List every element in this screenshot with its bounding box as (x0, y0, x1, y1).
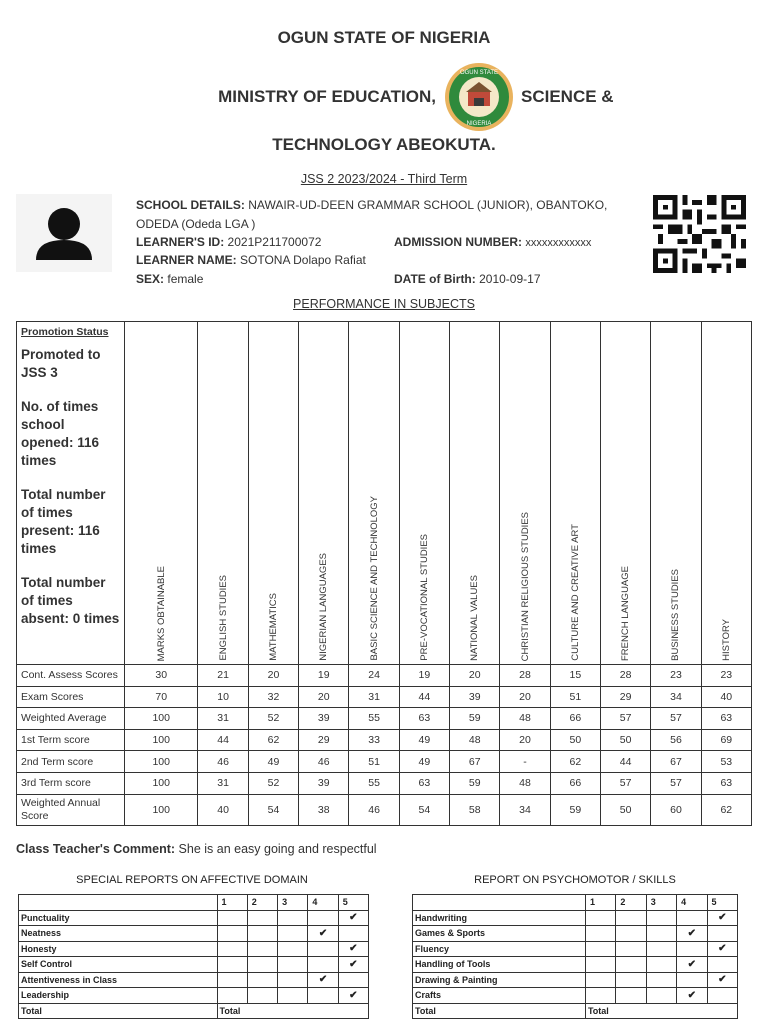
skill-row (413, 957, 738, 973)
admission-number-value: xxxxxxxxxxxx (525, 237, 592, 249)
score-cell: 29 (600, 686, 650, 708)
score-cell: 24 (349, 665, 399, 687)
subject-header (125, 322, 198, 665)
subject-name: CHRISTIAN RELIGIOUS STUDIES (519, 511, 531, 661)
skill-row (19, 957, 369, 973)
score-cell: 57 (651, 708, 701, 730)
state-seal-logo (444, 62, 514, 132)
score-cell: 57 (651, 772, 701, 794)
score-cell: 39 (450, 686, 500, 708)
skill-row (413, 988, 738, 1004)
scale-header-row (19, 895, 369, 911)
skill-row (19, 988, 369, 1004)
scale-header-row (413, 895, 738, 911)
score-cell: 67 (651, 751, 701, 773)
rating-cell (707, 926, 737, 942)
score-cell: 52 (248, 772, 298, 794)
score-cell: 39 (299, 772, 349, 794)
skill-label: Crafts (413, 988, 586, 1004)
check-icon: ✔ (718, 912, 727, 924)
score-cell: 20 (500, 686, 550, 708)
score-cell: 51 (349, 751, 399, 773)
admission-number-label: ADMISSION NUMBER: (394, 235, 522, 249)
score-cell: 100 (125, 772, 198, 794)
rating-cell (707, 957, 737, 973)
rating-cell (247, 926, 277, 942)
affective-table (18, 894, 369, 1019)
subject-name: NATIONAL VALUES (469, 575, 481, 661)
score-cell: 34 (651, 686, 701, 708)
qr-code-icon (652, 195, 747, 273)
score-cell: 31 (198, 708, 248, 730)
rating-cell (308, 910, 338, 926)
score-cell: 38 (299, 794, 349, 825)
rating-cell (707, 941, 737, 957)
psychomotor-title: REPORT ON PSYCHOMOTOR / SKILLS (474, 874, 676, 886)
check-icon: ✔ (718, 974, 727, 986)
rating-cell (338, 910, 368, 926)
times-absent: Total number of times absent: 0 times (21, 575, 120, 626)
rating-cell (338, 988, 368, 1004)
rating-cell (338, 957, 368, 973)
rating-cell (308, 957, 338, 973)
rating-cell (585, 972, 615, 988)
subject-name: FRENCH LANGUAGE (620, 565, 632, 661)
teacher-comment-label: Class Teacher's Comment: (16, 842, 176, 856)
ministry-title-left: MINISTRY OF EDUCATION, (218, 87, 436, 106)
score-cell: 59 (450, 708, 500, 730)
score-cell: 63 (399, 708, 449, 730)
rating-cell (677, 926, 707, 942)
scale-header-cell: 4 (308, 895, 338, 911)
school-details (136, 196, 636, 234)
score-cell: 70 (125, 686, 198, 708)
subjects-table (16, 321, 752, 826)
score-cell: 50 (550, 729, 600, 751)
subject-name: ENGLISH STUDIES (217, 575, 229, 661)
score-cell: 30 (125, 665, 198, 687)
score-cell: 100 (125, 708, 198, 730)
learner-name-value: SOTONA Dolapo Rafiat (240, 253, 366, 267)
svg-text:OGUN STATE: OGUN STATE (459, 70, 499, 76)
rating-cell (677, 957, 707, 973)
teacher-comment-text: She is an easy going and respectful (178, 842, 377, 856)
score-cell: - (500, 751, 550, 773)
rating-cell (278, 972, 308, 988)
learner-id-label: LEARNER'S ID: (136, 235, 225, 249)
skill-label: Games & Sports (413, 926, 586, 942)
score-cell: 20 (500, 729, 550, 751)
check-icon: ✔ (687, 927, 697, 939)
skill-row (19, 910, 369, 926)
scale-header-cell: 2 (247, 895, 277, 911)
check-icon: ✔ (349, 958, 358, 970)
skill-row (413, 926, 738, 942)
score-cell: 63 (701, 708, 751, 730)
score-cell: 19 (299, 665, 349, 687)
promotion-result: Promoted to JSS 3 (21, 347, 101, 380)
skill-label: Handwriting (413, 910, 586, 926)
rating-cell (646, 910, 676, 926)
subject-name: CULTURE AND CREATIVE ART (569, 524, 581, 661)
score-cell: 62 (248, 729, 298, 751)
rating-cell (616, 926, 646, 942)
score-cell: 53 (701, 751, 751, 773)
rating-cell (677, 941, 707, 957)
score-cell: 52 (248, 708, 298, 730)
subject-header (600, 322, 650, 665)
learner-id-value: 2021P211700072 (227, 235, 322, 249)
dob-value: 2010-09-17 (479, 272, 541, 286)
term-label: JSS 2 2023/2024 - Third Term (300, 172, 468, 186)
score-cell: 19 (399, 665, 449, 687)
skill-label: Drawing & Painting (413, 972, 586, 988)
score-row-label: 1st Term score (17, 729, 125, 751)
dob-label: DATE of Birth: (394, 272, 476, 286)
skill-label: Self Control (19, 957, 218, 973)
rating-cell (585, 910, 615, 926)
rating-cell (585, 926, 615, 942)
check-icon: ✔ (349, 989, 358, 1001)
subject-header (701, 322, 751, 665)
score-cell: 57 (600, 772, 650, 794)
score-cell: 57 (600, 708, 650, 730)
score-cell: 46 (299, 751, 349, 773)
scale-header-cell: 1 (585, 895, 615, 911)
subject-header (550, 322, 600, 665)
rating-cell (217, 988, 247, 1004)
rating-cell (616, 972, 646, 988)
state-title: OGUN STATE OF NIGERIA (277, 28, 491, 47)
score-row-label: 3rd Term score (17, 772, 125, 794)
score-cell: 31 (198, 772, 248, 794)
scale-header-blank (413, 895, 586, 911)
score-cell: 21 (198, 665, 248, 687)
score-row-label: 2nd Term score (17, 751, 125, 773)
rating-cell (585, 957, 615, 973)
score-row-label: Exam Scores (17, 686, 125, 708)
score-cell: 29 (299, 729, 349, 751)
score-cell: 63 (399, 772, 449, 794)
rating-cell (338, 926, 368, 942)
performance-title: PERFORMANCE IN SUBJECTS (293, 297, 475, 311)
score-row (17, 729, 752, 751)
score-cell: 48 (450, 729, 500, 751)
check-icon: ✔ (687, 989, 697, 1001)
score-cell: 46 (198, 751, 248, 773)
rating-cell (217, 972, 247, 988)
rating-cell (707, 910, 737, 926)
subject-header (500, 322, 550, 665)
score-cell: 49 (248, 751, 298, 773)
rating-cell (338, 972, 368, 988)
score-cell: 39 (299, 708, 349, 730)
score-cell: 66 (550, 708, 600, 730)
score-cell: 60 (651, 794, 701, 825)
learner-name (136, 253, 366, 267)
check-icon: ✔ (349, 943, 358, 955)
scale-header-cell: 5 (707, 895, 737, 911)
score-cell: 20 (450, 665, 500, 687)
rating-cell (278, 957, 308, 973)
rating-cell (646, 957, 676, 973)
skill-label: Leadership (19, 988, 218, 1004)
score-cell: 54 (248, 794, 298, 825)
score-cell: 50 (600, 794, 650, 825)
school-details-value-2: ODEDA (Odeda LGA ) (136, 217, 256, 231)
score-cell: 100 (125, 751, 198, 773)
score-cell: 100 (125, 794, 198, 825)
score-row-label: Cont. Assess Scores (17, 665, 125, 687)
score-cell: 32 (248, 686, 298, 708)
rating-cell (646, 926, 676, 942)
score-cell: 54 (399, 794, 449, 825)
rating-cell (247, 972, 277, 988)
subject-header (349, 322, 399, 665)
skill-row (19, 926, 369, 942)
score-cell: 40 (701, 686, 751, 708)
score-row (17, 708, 752, 730)
rating-cell (677, 988, 707, 1004)
skill-label: Neatness (19, 926, 218, 942)
rating-cell (707, 988, 737, 1004)
rating-cell (217, 910, 247, 926)
skill-row (413, 972, 738, 988)
check-icon: ✔ (318, 974, 328, 986)
subject-header (299, 322, 349, 665)
score-cell: 51 (550, 686, 600, 708)
score-cell: 69 (701, 729, 751, 751)
rating-cell (616, 941, 646, 957)
rating-cell (338, 941, 368, 957)
score-cell: 48 (500, 708, 550, 730)
score-cell: 55 (349, 772, 399, 794)
total-label: Total (413, 1003, 586, 1019)
score-cell: 33 (349, 729, 399, 751)
score-row (17, 772, 752, 794)
score-cell: 66 (550, 772, 600, 794)
scale-header-cell: 1 (217, 895, 247, 911)
sex-label: SEX: (136, 272, 165, 286)
rating-cell (616, 910, 646, 926)
score-cell: 48 (500, 772, 550, 794)
rating-cell (247, 941, 277, 957)
score-cell: 28 (500, 665, 550, 687)
score-cell: 28 (600, 665, 650, 687)
score-cell: 62 (550, 751, 600, 773)
score-cell: 67 (450, 751, 500, 773)
rating-cell (585, 988, 615, 1004)
score-cell: 100 (125, 729, 198, 751)
score-row (17, 665, 752, 687)
rating-cell (278, 910, 308, 926)
score-row-label: Weighted Average (17, 708, 125, 730)
subject-name: MARKS OBTAINABLE (155, 565, 167, 661)
subject-name: HISTORY (720, 619, 732, 661)
score-cell: 59 (550, 794, 600, 825)
score-cell: 55 (349, 708, 399, 730)
scale-header-cell: 4 (677, 895, 707, 911)
subjects-header-row (17, 322, 752, 665)
score-cell: 56 (651, 729, 701, 751)
skill-label: Honesty (19, 941, 218, 957)
total-row (413, 1003, 738, 1019)
teacher-comment (16, 842, 377, 856)
rating-cell (217, 957, 247, 973)
subject-name: PRE-VOCATIONAL STUDIES (418, 534, 430, 661)
total-label: Total (19, 1003, 218, 1019)
score-cell: 15 (550, 665, 600, 687)
score-cell: 44 (198, 729, 248, 751)
score-cell: 58 (450, 794, 500, 825)
ministry-title-right: SCIENCE & (521, 87, 614, 106)
subject-header (198, 322, 248, 665)
times-school-opened: No. of times school opened: 116 times (21, 399, 100, 468)
rating-cell (308, 972, 338, 988)
rating-cell (646, 941, 676, 957)
score-cell: 31 (349, 686, 399, 708)
psychomotor-table (412, 894, 738, 1019)
skill-label: Handling of Tools (413, 957, 586, 973)
skill-row (413, 910, 738, 926)
score-row (17, 686, 752, 708)
rating-cell (616, 957, 646, 973)
score-cell: 49 (399, 729, 449, 751)
score-cell: 59 (450, 772, 500, 794)
score-cell: 46 (349, 794, 399, 825)
school-details-value: NAWAIR-UD-DEEN GRAMMAR SCHOOL (JUNIOR), OBANTOKO, (248, 198, 608, 212)
score-row-label: Weighted Annual Score (17, 794, 125, 825)
subject-header (399, 322, 449, 665)
rating-cell (646, 988, 676, 1004)
skill-row (413, 941, 738, 957)
promotion-status-label: Promotion Status (21, 326, 109, 338)
rating-cell (247, 910, 277, 926)
score-cell: 49 (399, 751, 449, 773)
rating-cell (278, 926, 308, 942)
rating-cell (247, 957, 277, 973)
score-cell: 50 (600, 729, 650, 751)
rating-cell (616, 988, 646, 1004)
rating-cell (308, 926, 338, 942)
check-icon: ✔ (687, 958, 697, 970)
score-cell: 63 (701, 772, 751, 794)
subject-name: MATHEMATICS (267, 593, 279, 661)
sex (136, 272, 203, 286)
subject-name: BASIC SCIENCE AND TECHNOLOGY (368, 496, 380, 661)
learner-id (136, 235, 321, 249)
score-cell: 44 (600, 751, 650, 773)
rating-cell (585, 941, 615, 957)
scale-header-cell: 3 (278, 895, 308, 911)
score-row (17, 751, 752, 773)
times-present: Total number of times present: 116 times (21, 487, 106, 556)
score-cell: 34 (500, 794, 550, 825)
score-cell: 40 (198, 794, 248, 825)
skill-label: Attentiveness in Class (19, 972, 218, 988)
rating-cell (308, 941, 338, 957)
score-cell: 10 (198, 686, 248, 708)
subject-header (450, 322, 500, 665)
score-cell: 23 (701, 665, 751, 687)
admission-number (394, 235, 591, 249)
learner-name-label: LEARNER NAME: (136, 253, 237, 267)
subject-name: NIGERIAN LANGUAGES (318, 553, 330, 661)
school-details-label: SCHOOL DETAILS: (136, 198, 245, 212)
skill-row (19, 972, 369, 988)
rating-cell (707, 972, 737, 988)
subject-name: BUSINESS STUDIES (670, 569, 682, 661)
check-icon: ✔ (718, 943, 727, 955)
ministry-title-line3: TECHNOLOGY ABEOKUTA. (272, 135, 496, 154)
rating-cell (217, 941, 247, 957)
promotion-status-cell (17, 322, 125, 665)
scale-header-cell: 5 (338, 895, 368, 911)
total-row (19, 1003, 369, 1019)
score-cell: 62 (701, 794, 751, 825)
rating-cell (247, 988, 277, 1004)
rating-cell (677, 972, 707, 988)
rating-cell (646, 972, 676, 988)
check-icon: ✔ (318, 927, 328, 939)
skill-label: Fluency (413, 941, 586, 957)
score-row (17, 794, 752, 825)
svg-text:NIGERIA: NIGERIA (466, 121, 492, 127)
person-icon (16, 194, 112, 272)
rating-cell (278, 988, 308, 1004)
affective-title: SPECIAL REPORTS ON AFFECTIVE DOMAIN (76, 874, 308, 886)
skill-label: Punctuality (19, 910, 218, 926)
date-of-birth (394, 272, 541, 286)
rating-cell (217, 926, 247, 942)
check-icon: ✔ (349, 912, 358, 924)
rating-cell (308, 988, 338, 1004)
score-cell: 23 (651, 665, 701, 687)
subject-header (651, 322, 701, 665)
avatar (16, 194, 112, 272)
scale-header-cell: 2 (616, 895, 646, 911)
total-value-label: Total (585, 1003, 737, 1019)
scale-header-cell: 3 (646, 895, 676, 911)
subject-header (248, 322, 298, 665)
scale-header-blank (19, 895, 218, 911)
score-cell: 44 (399, 686, 449, 708)
sex-value: female (167, 272, 204, 286)
score-cell: 20 (248, 665, 298, 687)
skill-row (19, 941, 369, 957)
rating-cell (677, 910, 707, 926)
total-value-label: Total (217, 1003, 369, 1019)
score-cell: 20 (299, 686, 349, 708)
rating-cell (278, 941, 308, 957)
